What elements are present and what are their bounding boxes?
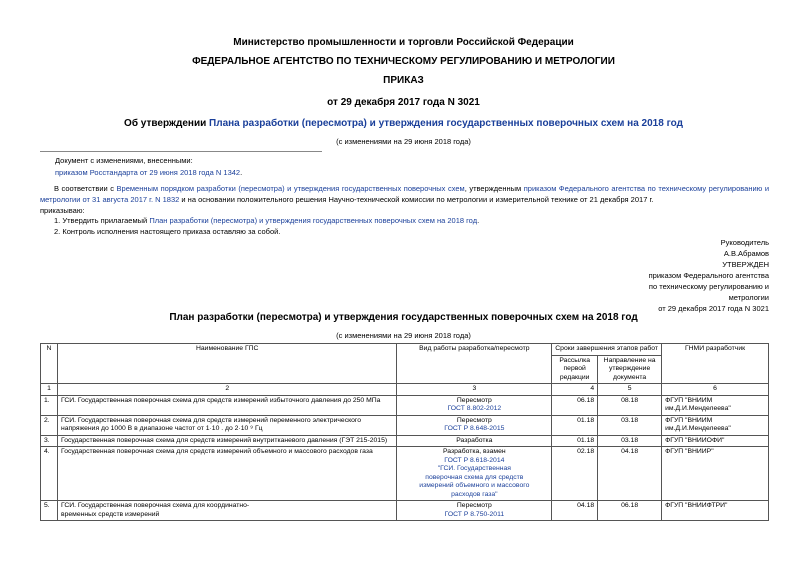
doc-type: ПРИКАЗ — [383, 75, 424, 86]
table-row — [41, 435, 769, 447]
row-kind: Пересмотр ГОСТ 8.802-2012 — [397, 395, 552, 415]
row-send: 01.18 — [552, 435, 598, 447]
signer-role: Руководитель — [720, 238, 769, 247]
ministry-name: Министерство промышленности и торговли Российской Федерации — [233, 37, 574, 48]
row-num: 2. — [41, 415, 58, 435]
idx-cell: 3 — [397, 384, 552, 396]
row-direct: 04.18 — [598, 447, 662, 501]
plan-changes-note: (с изменениями на 29 июня 2018 года) — [336, 331, 471, 340]
row-name: ГСИ. Государственная поверочная схема для координатно-временных средств измерений — [57, 501, 396, 521]
signature-block — [649, 237, 769, 314]
divider — [40, 151, 322, 152]
index-row — [41, 384, 769, 396]
gost-title-link[interactable]: "ГСИ. Государственная поверочная схема для средств измерений объемного и массового расходов газа" — [419, 465, 530, 498]
row-org: ФГУП "ВНИИОФИ" — [662, 435, 769, 447]
amendment-end: . — [240, 168, 243, 177]
col-header-num: N — [41, 344, 58, 384]
p1-text-c: и на основании положительного решения Научно-технической комиссии по метрологии и измерительной технике от 21 декабря 2017 г. — [179, 194, 654, 204]
row-send: 01.18 — [552, 415, 598, 435]
doc-title-prefix: Об утверждении — [124, 118, 210, 129]
order-item-1 — [54, 216, 783, 227]
row-direct: 08.18 — [598, 395, 662, 415]
gost-link[interactable]: ГОСТ Р 8.618-2014 — [444, 456, 505, 464]
col-header-send: Рассылка первой редакции — [552, 355, 598, 384]
row-send: 02.18 — [552, 447, 598, 501]
row-kind: Разработка — [397, 435, 552, 447]
plan-table — [40, 343, 769, 521]
row-kind: Пересмотр ГОСТ Р 8.648-2015 — [397, 415, 552, 435]
item1-text: 1. Утвердить прилагаемый — [54, 216, 150, 225]
approved-by-3: метрологии — [728, 293, 769, 302]
row-num: 5. — [41, 501, 58, 521]
row-num: 1. — [41, 395, 58, 415]
table-row — [41, 501, 769, 521]
row-kind: Пересмотр ГОСТ Р 8.750-2011 — [397, 501, 552, 521]
row-num: 3. — [41, 435, 58, 447]
amendments-label: Документ с изменениями, внесенными: — [55, 156, 193, 165]
row-send: 04.18 — [552, 501, 598, 521]
idx-cell: 4 — [552, 384, 598, 396]
table-row — [41, 447, 769, 501]
row-name: ГСИ. Государственная поверочная схема для средств измерений переменного электрического напряжения до 1000 В в диапазоне частот от 1·10 . до 2·10 ⁹ Гц — [57, 415, 396, 435]
row-num: 4. — [41, 447, 58, 501]
order-word: приказываю: — [40, 206, 85, 215]
table-row — [41, 395, 769, 415]
row-org: ФГУП "ВНИИР" — [662, 447, 769, 501]
idx-cell: 5 — [598, 384, 662, 396]
changes-note: (с изменениями на 29 июня 2018 года) — [336, 137, 471, 146]
signer-name: А.В.Абрамов — [723, 249, 769, 258]
idx-cell: 2 — [57, 384, 396, 396]
temporary-order-link[interactable]: Временным порядком разработки (пересмотра) и утверждения государственных поверочных схем — [116, 184, 465, 193]
amendments-note — [55, 156, 242, 178]
row-org: ФГУП "ВНИИМ им.Д.И.Менделеева" — [662, 415, 769, 435]
amendment-link[interactable]: приказом Росстандарта от 29 июня 2018 года N 1342 — [55, 168, 241, 177]
gost-link[interactable]: ГОСТ Р 8.648-2015 — [444, 425, 505, 432]
p1-text-a: В соответствии с — [54, 184, 117, 193]
row-org: ФГУП "ВНИИМ им.Д.И.Менделеева" — [662, 395, 769, 415]
approved-by-1: приказом Федерального агентства — [648, 271, 769, 280]
approved-label: УТВЕРЖДЕН — [722, 260, 769, 269]
row-kind: Разработка, взамен ГОСТ Р 8.618-2014 "ГСИ. Государственная поверочная схема для средств измерений объемного и массового расходов газа" — [397, 447, 552, 501]
row-name: ГСИ. Государственная поверочная схема для средств измерений избыточного давления до 250 МПа — [57, 395, 396, 415]
gost-link[interactable]: ГОСТ 8.802-2012 — [447, 405, 502, 412]
table-row — [41, 415, 769, 435]
row-direct: 03.18 — [598, 435, 662, 447]
p1-text-b: , утвержденным — [464, 184, 524, 193]
row-direct: 06.18 — [598, 501, 662, 521]
row-name: Государственная поверочная схема для средств измерений внутритканевого давления (ГЭТ 215-2015) — [57, 435, 396, 447]
row-name: Государственная поверочная схема для средств измерений объемного и массового расходов газа — [57, 447, 396, 501]
idx-cell: 1 — [41, 384, 58, 396]
doc-date-number: от 29 декабря 2017 года N 3021 — [327, 97, 480, 108]
order-item-2: 2. Контроль исполнения настоящего приказа оставляю за собой. — [54, 227, 281, 236]
body-paragraph — [40, 184, 769, 205]
plan-link-2[interactable]: План разработки (пересмотра) и утверждения государственных поверочных схем на 2018 год — [149, 216, 478, 225]
item1-end: . — [477, 216, 480, 225]
col-header-org: ГНМИ разработчик — [662, 344, 769, 384]
idx-cell: 6 — [662, 384, 769, 396]
col-header-terms: Сроки завершения этапов работ — [552, 344, 662, 356]
row-org: ФГУП "ВНИИФТРИ" — [662, 501, 769, 521]
plan-link[interactable]: Плана разработки (пересмотра) и утверждения государственных поверочных схем на 2018 год — [209, 118, 683, 129]
col-header-direct: Направление на утверждение документа — [598, 355, 662, 384]
approved-by-4: от 29 декабря 2017 года N 3021 — [658, 304, 769, 313]
plan-title: План разработки (пересмотра) и утверждения государственных поверочных схем на 2018 год — [169, 312, 638, 323]
gost-link[interactable]: ГОСТ Р 8.750-2011 — [444, 510, 505, 518]
col-header-kind: Вид работы разработка/пересмотр — [397, 344, 552, 384]
col-header-name: Наименование ГПС — [57, 344, 396, 384]
approved-by-2: по техническому регулированию и — [648, 282, 769, 291]
row-send: 06.18 — [552, 395, 598, 415]
agency-order-link[interactable]: приказом Федерального агентства по техническому регулированию и метрологии от 31 августа 2017 г. N 1832 — [40, 184, 770, 204]
agency-name: ФЕДЕРАЛЬНОЕ АГЕНТСТВО ПО ТЕХНИЧЕСКОМУ РЕГУЛИРОВАНИЮ И МЕТРОЛОГИИ — [192, 56, 615, 67]
doc-title — [0, 118, 807, 129]
row-direct: 03.18 — [598, 415, 662, 435]
